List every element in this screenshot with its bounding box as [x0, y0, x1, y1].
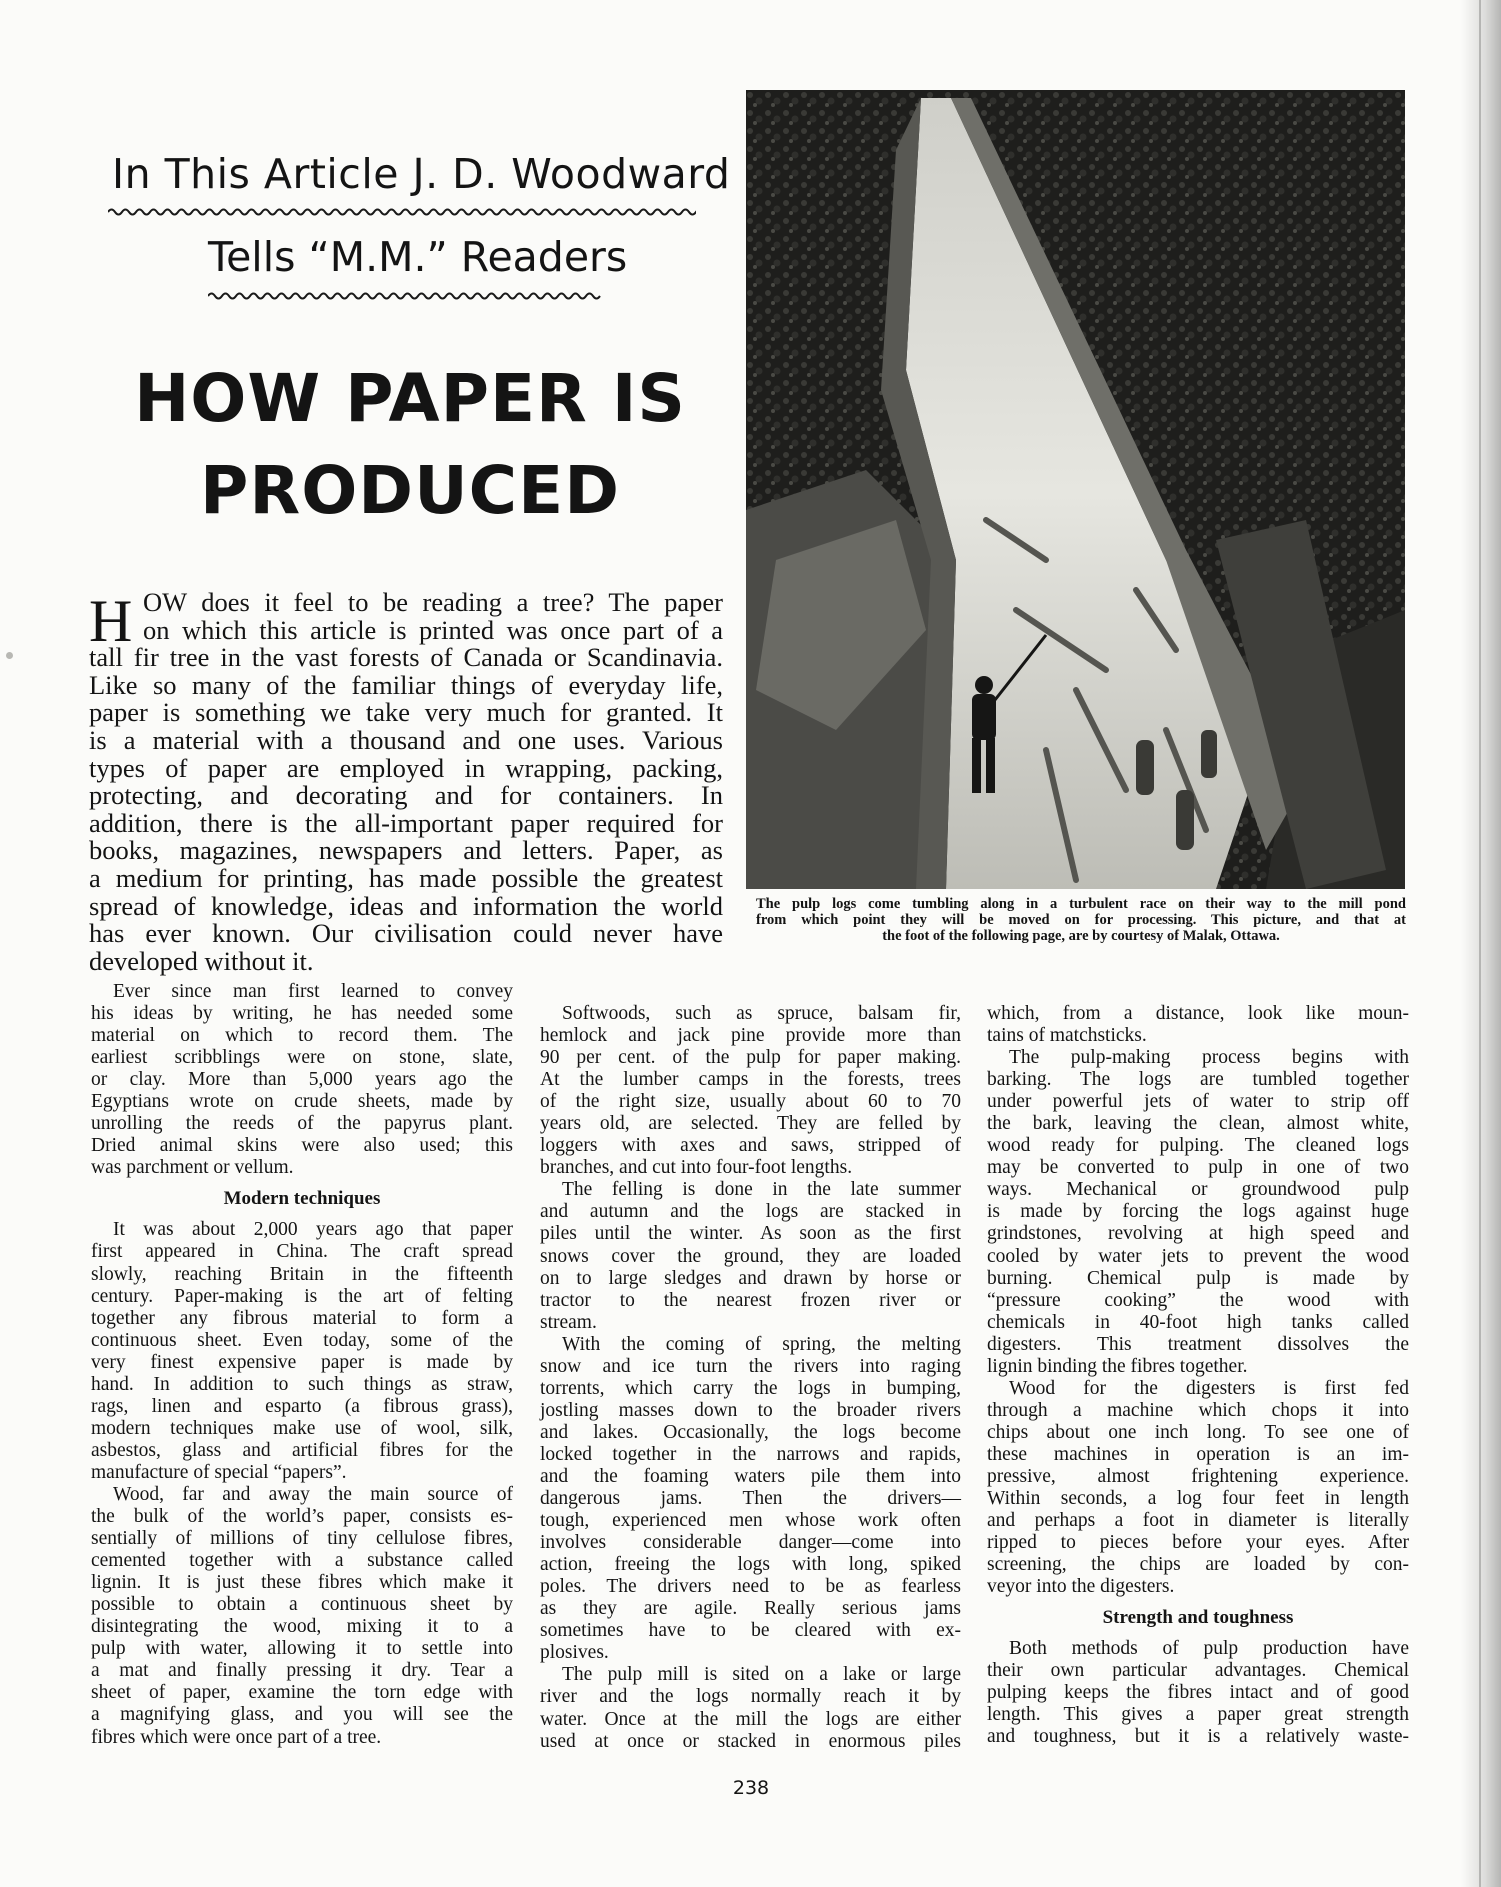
kicker-underline-2 — [208, 290, 606, 302]
text-line: used at once or stacked in enormous piles — [540, 1730, 961, 1752]
text-line: sentially of millions of tiny cellulose fibres, — [91, 1528, 513, 1550]
text-line: With the coming of spring, the melting — [562, 1333, 961, 1355]
text-line: cooled by water jets to prevent the wood — [987, 1245, 1409, 1267]
lead-line: on which this article is printed was once part of a — [143, 614, 723, 645]
text-line: veyor into the digesters. — [987, 1576, 1175, 1598]
text-line: as they are agile. Really serious jams — [540, 1598, 961, 1620]
text-line: these machines in operation is an im- — [987, 1443, 1409, 1465]
text-line: locked together in the narrows and rapids, — [540, 1443, 961, 1465]
text-line: ripped to pieces before your eyes. After — [987, 1532, 1409, 1554]
text-line: The pulp-making process begins with — [1009, 1047, 1409, 1069]
text-line: through a machine which chops it into — [987, 1399, 1409, 1421]
subhead-strength-and-toughness: Strength and toughness — [1102, 1607, 1294, 1629]
column-1 — [91, 981, 513, 1749]
caption-line: the foot of the following page, are by courtesy of Malak, Ottawa. — [882, 928, 1280, 945]
text-line: sheet of paper, examine the torn edge with — [91, 1682, 513, 1704]
page-edge-shadow — [1461, 0, 1501, 1887]
text-line: rags, linen and esparto (a fibrous grass), — [91, 1395, 513, 1417]
lead-line: books, magazines, newspapers and letters. Paper, as — [89, 835, 723, 866]
text-line: his ideas by writing, he has needed some — [91, 1003, 513, 1025]
text-line: chips about one inch long. To see one of — [987, 1421, 1409, 1443]
text-line: under powerful jets of water to strip off — [987, 1091, 1409, 1113]
text-line: chemicals in 40-foot high tanks called — [987, 1311, 1409, 1333]
text-line: together any fibrous material to form a — [91, 1307, 513, 1329]
text-line: and perhaps a foot in diameter is literally — [987, 1510, 1409, 1532]
lead-line: OW does it feel to be reading a tree? The paper — [143, 587, 723, 617]
text-line: pressive, almost frightening experience. — [987, 1465, 1409, 1487]
text-line: hand. In addition to such things as straw, — [91, 1373, 513, 1395]
text-line: Both methods of pulp production have — [1009, 1638, 1409, 1660]
lead-line: paper is something we take very much for granted. It — [89, 697, 723, 728]
text-line: disintegrating the wood, mixing it to a — [91, 1616, 513, 1638]
lead-paragraph — [89, 589, 723, 975]
text-line: first appeared in China. The craft spread — [91, 1241, 513, 1263]
text-line: lignin. It is just these fibres which make it — [91, 1572, 513, 1594]
text-line: cemented together with a substance called — [91, 1550, 513, 1572]
text-line: piles until the winter. As soon as the first — [540, 1223, 961, 1245]
column-3 — [987, 1003, 1409, 1749]
text-line: “pressure cooking” the wood with — [987, 1289, 1409, 1311]
text-line: snow and ice turn the rivers into raging — [540, 1355, 961, 1377]
text-line: jostling masses down to the broader rivers — [540, 1399, 961, 1421]
text-line: 90 per cent. of the pulp for paper making. — [540, 1047, 961, 1069]
text-line: water. Once at the mill the logs are either — [540, 1708, 961, 1730]
text-line: unrolling the reeds of the papyrus plant. — [91, 1113, 513, 1135]
text-line: earliest scribblings were on stone, slate, — [91, 1047, 513, 1069]
text-line: the bulk of the world’s paper, consists es- — [91, 1506, 513, 1528]
text-line: poles. The drivers need to be as fearless — [540, 1576, 961, 1598]
lead-line: tall fir tree in the vast forests of Canada or Scandinavia. — [89, 642, 723, 673]
text-line: was parchment or vellum. — [91, 1157, 294, 1179]
text-line: tractor to the nearest frozen river or — [540, 1289, 961, 1311]
text-line: and toughness, but it is a relatively waste- — [987, 1726, 1409, 1748]
drop-cap: H — [89, 588, 133, 654]
text-line: lignin binding the fibres together. — [987, 1355, 1248, 1377]
page-number: 238 — [732, 1777, 770, 1799]
text-line: their own particular advantages. Chemical — [987, 1660, 1409, 1682]
text-line: At the lumber camps in the forests, trees — [540, 1069, 961, 1091]
kicker-underline-1 — [108, 206, 696, 218]
text-line: asbestos, glass and artificial fibres for the — [91, 1439, 513, 1461]
text-line: hemlock and jack pine provide more than — [540, 1025, 961, 1047]
text-line: stream. — [540, 1311, 597, 1333]
text-line: barking. The logs are tumbled together — [987, 1069, 1409, 1091]
text-line: Within seconds, a log four feet in length — [987, 1488, 1409, 1510]
text-line: pulp with water, allowing it to settle into — [91, 1638, 513, 1660]
text-line: fibres which were once part of a tree. — [91, 1726, 382, 1748]
kicker-line-2: Tells “M.M.” Readers — [208, 233, 628, 281]
text-line: material on which to record them. The — [91, 1025, 513, 1047]
text-line: a magnifying glass, and you will see the — [91, 1704, 513, 1726]
text-line: plosives. — [540, 1642, 609, 1664]
text-line: pulping keeps the fibres intact and of good — [987, 1682, 1409, 1704]
text-line: is made by forcing the logs against huge — [987, 1201, 1409, 1223]
text-line: years old, are selected. They are felled by — [540, 1113, 961, 1135]
text-line: continuous sheet. Even today, some of the — [91, 1329, 513, 1351]
text-line: tough, experienced men whose work often — [540, 1510, 961, 1532]
lead-line: developed without it. — [89, 945, 314, 976]
text-line: on to large sledges and drawn by horse or — [540, 1267, 961, 1289]
text-line: The felling is done in the late summer — [562, 1179, 961, 1201]
text-line: manufacture of special “papers”. — [91, 1461, 347, 1483]
caption-line: from which point they will be moved on for processing. This picture, and that at — [756, 912, 1406, 929]
lead-line: addition, there is the all-important paper required for — [89, 807, 723, 838]
text-line: screening, the chips are loaded by con- — [987, 1554, 1409, 1576]
text-line: Ever since man first learned to convey — [113, 981, 513, 1002]
text-line: Egyptians wrote on crude sheets, made by — [91, 1091, 513, 1113]
lead-line: a medium for printing, has made possible the greatest — [89, 862, 723, 893]
text-line: wood ready for pulping. The cleaned logs — [987, 1135, 1409, 1157]
text-line: Softwoods, such as spruce, balsam fir, — [562, 1003, 961, 1024]
kicker-line-1: In This Article J. D. Woodward — [112, 150, 731, 198]
lead-line: spread of knowledge, ideas and information the world — [89, 890, 723, 921]
text-line: and lakes. Occasionally, the logs become — [540, 1421, 961, 1443]
text-line: Wood for the digesters is first fed — [1009, 1377, 1409, 1399]
lead-line: Like so many of the familiar things of everyday life, — [89, 669, 723, 700]
headline-line-1: HOW PAPER IS — [134, 360, 686, 437]
text-line: involves considerable danger—come into — [540, 1532, 961, 1554]
text-line: action, freeing the logs with long, spiked — [540, 1554, 961, 1576]
photo-caption — [756, 896, 1406, 945]
text-line: grindstones, revolving at high speed and — [987, 1223, 1409, 1245]
headline-line-2: PRODUCED — [200, 452, 620, 529]
text-line: snows cover the ground, they are loaded — [540, 1245, 961, 1267]
lead-line: is a material with a thousand and one uses. Various — [89, 724, 723, 755]
text-line: It was about 2,000 years ago that paper — [113, 1219, 513, 1241]
text-line: may be converted to pulp in one of two — [987, 1157, 1409, 1179]
text-line: branches, and cut into four-foot lengths. — [540, 1157, 853, 1179]
text-line: possible to obtain a continuous sheet by — [91, 1594, 513, 1616]
subhead-modern-techniques: Modern techniques — [223, 1188, 381, 1210]
text-line: burning. Chemical pulp is made by — [987, 1267, 1409, 1289]
text-line: dangerous jams. Then the drivers— — [540, 1488, 961, 1510]
text-line: very finest expensive paper is made by — [91, 1351, 513, 1373]
text-line: a mat and finally pressing it dry. Tear a — [91, 1660, 513, 1682]
text-line: which, from a distance, look like moun- — [987, 1003, 1409, 1024]
margin-mark — [6, 652, 13, 659]
text-line: and the foaming waters pile them into — [540, 1465, 961, 1487]
text-line: sometimes have to be cleared with ex- — [540, 1620, 961, 1642]
text-line: digesters. This treatment dissolves the — [987, 1333, 1409, 1355]
caption-line: The pulp logs come tumbling along in a turbulent race on their way to the mill pond — [756, 896, 1406, 912]
text-line: loggers with axes and saws, stripped of — [540, 1135, 961, 1157]
log-flume-photo — [746, 90, 1405, 889]
text-line: the bark, leaving the clean, almost white, — [987, 1113, 1409, 1135]
text-line: modern techniques make use of wool, silk, — [91, 1417, 513, 1439]
text-line: and autumn and the logs are stacked in — [540, 1201, 961, 1223]
text-line: slowly, reaching Britain in the fifteenth — [91, 1263, 513, 1285]
text-line: century. Paper-making is the art of felting — [91, 1285, 513, 1307]
text-line: The pulp mill is sited on a lake or large — [562, 1664, 961, 1686]
lead-line: types of paper are employed in wrapping, packing, — [89, 752, 723, 783]
text-line: river and the logs normally reach it by — [540, 1686, 961, 1708]
text-line: length. This gives a paper great strength — [987, 1704, 1409, 1726]
text-line: tains of matchsticks. — [987, 1025, 1147, 1047]
text-line: of the right size, usually about 60 to 70 — [540, 1091, 961, 1113]
column-2 — [540, 1003, 961, 1753]
text-line: Dried animal skins were also used; this — [91, 1135, 513, 1157]
text-line: or clay. More than 5,000 years ago the — [91, 1069, 513, 1091]
text-line: Wood, far and away the main source of — [113, 1483, 513, 1505]
lead-line: protecting, and decorating and for containers. In — [89, 780, 723, 811]
text-line: torrents, which carry the logs in bumping, — [540, 1377, 961, 1399]
lead-line: has ever known. Our civilisation could never have — [89, 918, 723, 949]
text-line: ways. Mechanical or groundwood pulp — [987, 1179, 1409, 1201]
